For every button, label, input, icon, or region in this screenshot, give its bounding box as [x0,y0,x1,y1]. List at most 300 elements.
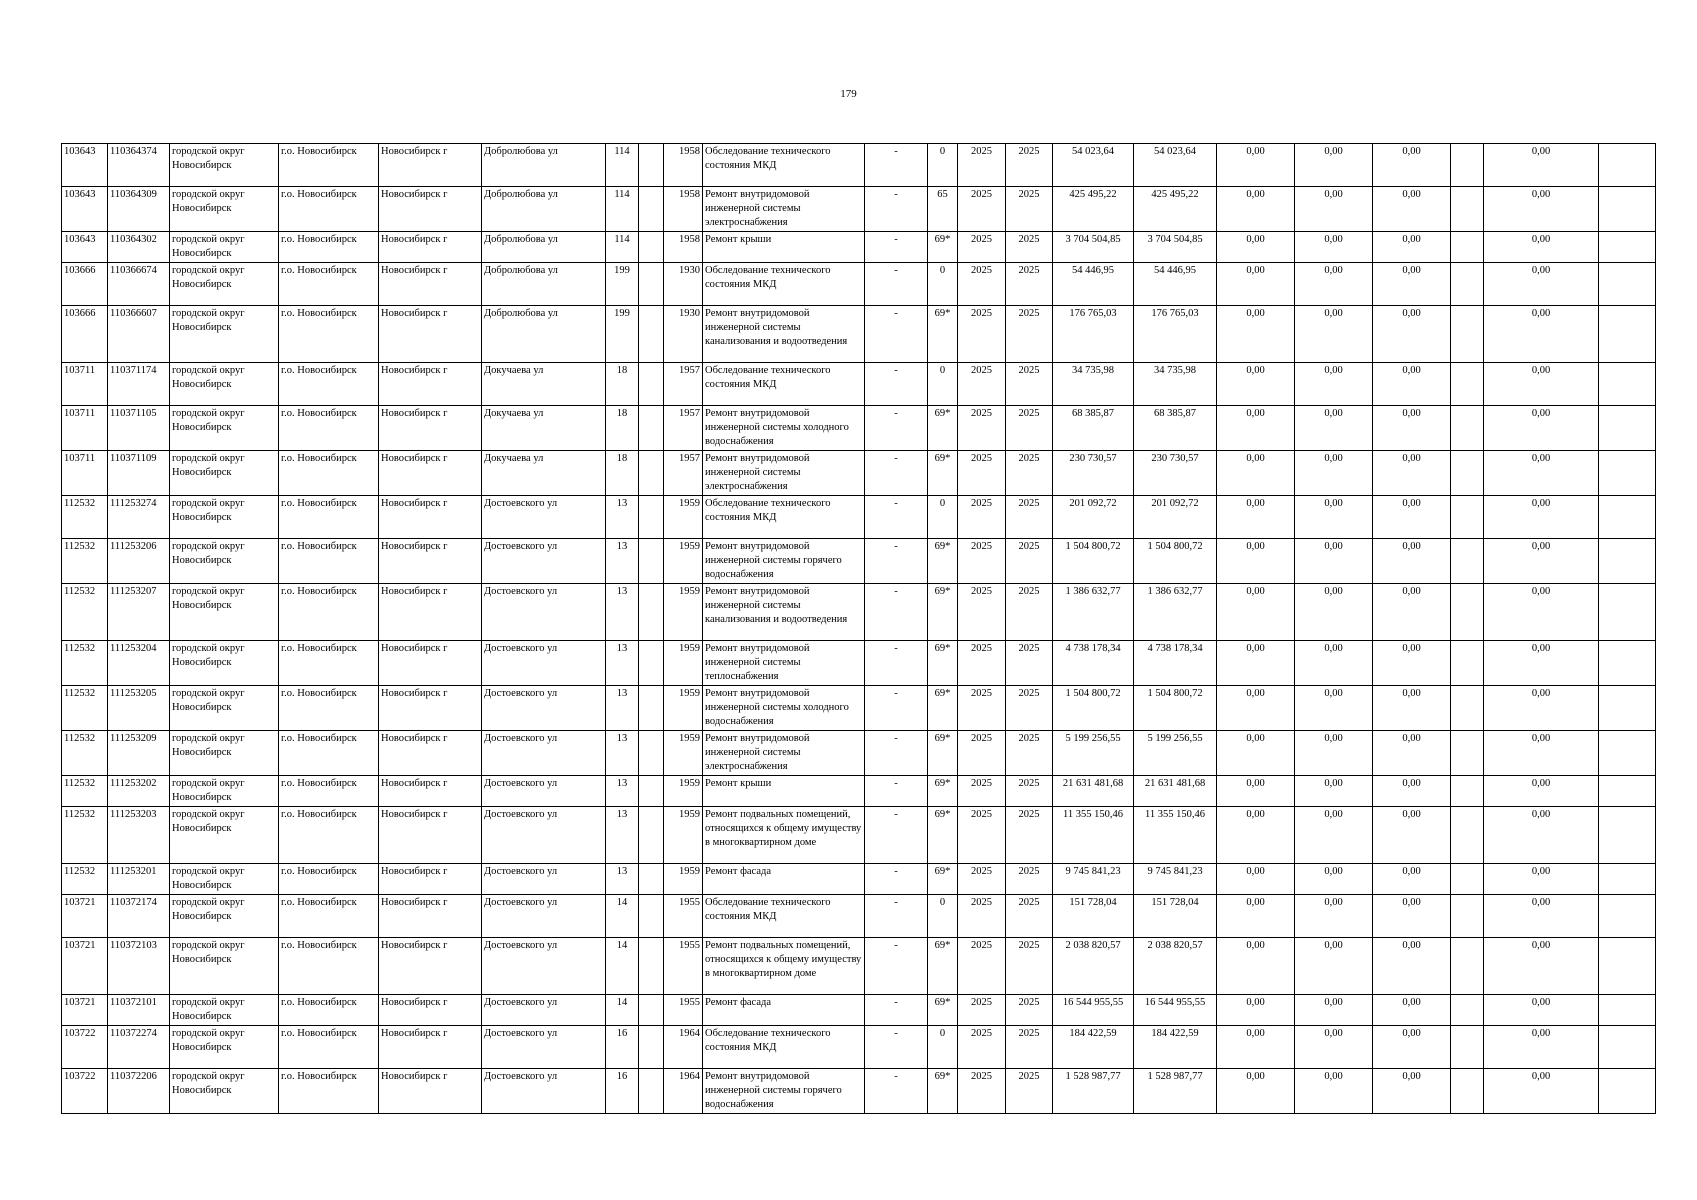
building-cell [639,496,664,539]
build-year-cell: 1955 [664,895,703,938]
fund-cost-cell: 1 386 632,77 [1134,584,1217,641]
empty-cell [1451,187,1484,232]
fund-cost-cell: 5 199 256,55 [1134,731,1217,776]
empty-cell [1451,864,1484,895]
build-year-cell: 1959 [664,731,703,776]
work-id-cell: 111253207 [108,584,170,641]
record-id-cell: 103721 [62,938,108,995]
record-id-cell: 103721 [62,995,108,1026]
city-cell: Новосибирск г [379,1069,482,1114]
work-type-cell: Ремонт внутридомовой инженерной системы горячего водоснабжения [703,1069,865,1114]
dash-cell: - [865,807,928,864]
district-cell: г.о. Новосибирск [279,995,379,1026]
build-year-cell: 1959 [664,776,703,807]
house-number-cell: 13 [606,584,639,641]
city-cell: Новосибирск г [379,864,482,895]
table-row [62,496,1656,539]
table-row [62,539,1656,584]
budget-cell-2: 0,00 [1295,539,1373,584]
other-cell: 0,00 [1484,864,1599,895]
building-cell [639,1026,664,1069]
end-year-cell: 2025 [1006,641,1053,686]
end-year-cell: 2025 [1006,232,1053,263]
empty-cell [1451,232,1484,263]
extra-cell [1599,807,1656,864]
city-cell: Новосибирск г [379,539,482,584]
budget-cell-1: 0,00 [1217,731,1295,776]
street-cell: Добролюбова ул [482,144,606,187]
record-id-cell: 103643 [62,187,108,232]
budget-cell-2: 0,00 [1295,686,1373,731]
house-number-cell: 14 [606,895,639,938]
fund-cost-cell: 176 765,03 [1134,306,1217,363]
total-cost-cell: 54 023,64 [1053,144,1134,187]
municipality-cell: городской округ Новосибирск [170,1026,279,1069]
work-type-cell: Ремонт внутридомовой инженерной системы теплоснабжения [703,641,865,686]
record-id-cell: 103722 [62,1069,108,1114]
table-row [62,584,1656,641]
budget-cell-1: 0,00 [1217,584,1295,641]
street-cell: Достоевского ул [482,938,606,995]
city-cell: Новосибирск г [379,187,482,232]
municipality-cell: городской округ Новосибирск [170,731,279,776]
work-id-cell: 110364302 [108,232,170,263]
extra-cell [1599,584,1656,641]
budget-cell-2: 0,00 [1295,232,1373,263]
build-year-cell: 1930 [664,306,703,363]
work-type-cell: Обследование технического состояния МКД [703,144,865,187]
work-type-cell: Обследование технического состояния МКД [703,496,865,539]
wear-cell: 69* [928,1069,958,1114]
wear-cell: 69* [928,938,958,995]
work-type-cell: Обследование технического состояния МКД [703,895,865,938]
total-cost-cell: 230 730,57 [1053,451,1134,496]
budget-cell-1: 0,00 [1217,807,1295,864]
record-id-cell: 103666 [62,263,108,306]
start-year-cell: 2025 [958,895,1006,938]
end-year-cell: 2025 [1006,187,1053,232]
total-cost-cell: 184 422,59 [1053,1026,1134,1069]
dash-cell: - [865,641,928,686]
empty-cell [1451,731,1484,776]
municipality-cell: городской округ Новосибирск [170,584,279,641]
end-year-cell: 2025 [1006,995,1053,1026]
work-id-cell: 110371109 [108,451,170,496]
build-year-cell: 1959 [664,641,703,686]
total-cost-cell: 4 738 178,34 [1053,641,1134,686]
work-type-cell: Ремонт крыши [703,776,865,807]
district-cell: г.о. Новосибирск [279,451,379,496]
end-year-cell: 2025 [1006,938,1053,995]
street-cell: Достоевского ул [482,864,606,895]
total-cost-cell: 68 385,87 [1053,406,1134,451]
city-cell: Новосибирск г [379,776,482,807]
extra-cell [1599,1069,1656,1114]
municipality-cell: городской округ Новосибирск [170,641,279,686]
municipality-cell: городской округ Новосибирск [170,1069,279,1114]
extra-cell [1599,731,1656,776]
dash-cell: - [865,451,928,496]
record-id-cell: 103722 [62,1026,108,1069]
other-cell: 0,00 [1484,306,1599,363]
other-cell: 0,00 [1484,731,1599,776]
municipality-cell: городской округ Новосибирск [170,187,279,232]
empty-cell [1451,496,1484,539]
street-cell: Добролюбова ул [482,232,606,263]
budget-cell-1: 0,00 [1217,539,1295,584]
city-cell: Новосибирск г [379,232,482,263]
wear-cell: 69* [928,406,958,451]
record-id-cell: 112532 [62,496,108,539]
extra-cell [1599,776,1656,807]
city-cell: Новосибирск г [379,144,482,187]
build-year-cell: 1959 [664,539,703,584]
budget-cell-3: 0,00 [1373,406,1451,451]
other-cell: 0,00 [1484,187,1599,232]
budget-cell-3: 0,00 [1373,1069,1451,1114]
end-year-cell: 2025 [1006,864,1053,895]
house-number-cell: 114 [606,232,639,263]
table-row [62,406,1656,451]
building-cell [639,686,664,731]
street-cell: Докучаева ул [482,451,606,496]
dash-cell: - [865,406,928,451]
district-cell: г.о. Новосибирск [279,641,379,686]
work-id-cell: 110366674 [108,263,170,306]
empty-cell [1451,306,1484,363]
city-cell: Новосибирск г [379,263,482,306]
building-cell [639,864,664,895]
work-id-cell: 111253202 [108,776,170,807]
municipality-cell: городской округ Новосибирск [170,144,279,187]
total-cost-cell: 151 728,04 [1053,895,1134,938]
fund-cost-cell: 16 544 955,55 [1134,995,1217,1026]
work-type-cell: Ремонт внутридомовой инженерной системы электроснабжения [703,731,865,776]
other-cell: 0,00 [1484,451,1599,496]
house-number-cell: 199 [606,263,639,306]
budget-cell-2: 0,00 [1295,187,1373,232]
extra-cell [1599,406,1656,451]
end-year-cell: 2025 [1006,144,1053,187]
dash-cell: - [865,1026,928,1069]
dash-cell: - [865,232,928,263]
fund-cost-cell: 1 504 800,72 [1134,539,1217,584]
house-number-cell: 14 [606,938,639,995]
budget-cell-3: 0,00 [1373,641,1451,686]
street-cell: Достоевского ул [482,641,606,686]
start-year-cell: 2025 [958,1069,1006,1114]
start-year-cell: 2025 [958,864,1006,895]
extra-cell [1599,995,1656,1026]
district-cell: г.о. Новосибирск [279,1026,379,1069]
other-cell: 0,00 [1484,641,1599,686]
street-cell: Докучаева ул [482,363,606,406]
fund-cost-cell: 54 023,64 [1134,144,1217,187]
start-year-cell: 2025 [958,938,1006,995]
house-number-cell: 13 [606,776,639,807]
budget-cell-1: 0,00 [1217,864,1295,895]
house-number-cell: 14 [606,995,639,1026]
table-row [62,938,1656,995]
work-id-cell: 110372206 [108,1069,170,1114]
record-id-cell: 112532 [62,641,108,686]
extra-cell [1599,306,1656,363]
building-cell [639,731,664,776]
extra-cell [1599,187,1656,232]
street-cell: Достоевского ул [482,1026,606,1069]
total-cost-cell: 21 631 481,68 [1053,776,1134,807]
budget-cell-1: 0,00 [1217,895,1295,938]
end-year-cell: 2025 [1006,1069,1053,1114]
empty-cell [1451,686,1484,731]
budget-cell-1: 0,00 [1217,776,1295,807]
build-year-cell: 1955 [664,938,703,995]
municipality-cell: городской округ Новосибирск [170,232,279,263]
street-cell: Достоевского ул [482,776,606,807]
end-year-cell: 2025 [1006,451,1053,496]
empty-cell [1451,1069,1484,1114]
street-cell: Достоевского ул [482,731,606,776]
wear-cell: 69* [928,995,958,1026]
wear-cell: 0 [928,263,958,306]
build-year-cell: 1959 [664,864,703,895]
start-year-cell: 2025 [958,451,1006,496]
start-year-cell: 2025 [958,995,1006,1026]
house-number-cell: 114 [606,187,639,232]
table-row [62,641,1656,686]
end-year-cell: 2025 [1006,496,1053,539]
work-id-cell: 110372101 [108,995,170,1026]
end-year-cell: 2025 [1006,584,1053,641]
budget-cell-2: 0,00 [1295,641,1373,686]
work-type-cell: Ремонт внутридомовой инженерной системы холодного водоснабжения [703,406,865,451]
table-row [62,263,1656,306]
start-year-cell: 2025 [958,232,1006,263]
budget-cell-3: 0,00 [1373,306,1451,363]
city-cell: Новосибирск г [379,584,482,641]
budget-cell-1: 0,00 [1217,187,1295,232]
other-cell: 0,00 [1484,1026,1599,1069]
wear-cell: 65 [928,187,958,232]
table-row [62,731,1656,776]
start-year-cell: 2025 [958,731,1006,776]
extra-cell [1599,263,1656,306]
fund-cost-cell: 1 528 987,77 [1134,1069,1217,1114]
municipality-cell: городской округ Новосибирск [170,938,279,995]
start-year-cell: 2025 [958,406,1006,451]
budget-cell-2: 0,00 [1295,864,1373,895]
work-type-cell: Ремонт внутридомовой инженерной системы холодного водоснабжения [703,686,865,731]
work-id-cell: 111253203 [108,807,170,864]
budget-cell-3: 0,00 [1373,584,1451,641]
budget-cell-3: 0,00 [1373,539,1451,584]
build-year-cell: 1958 [664,232,703,263]
start-year-cell: 2025 [958,584,1006,641]
extra-cell [1599,363,1656,406]
build-year-cell: 1964 [664,1069,703,1114]
end-year-cell: 2025 [1006,895,1053,938]
work-type-cell: Ремонт фасада [703,864,865,895]
street-cell: Добролюбова ул [482,187,606,232]
budget-cell-2: 0,00 [1295,895,1373,938]
district-cell: г.о. Новосибирск [279,539,379,584]
wear-cell: 69* [928,731,958,776]
city-cell: Новосибирск г [379,306,482,363]
build-year-cell: 1959 [664,807,703,864]
budget-cell-3: 0,00 [1373,776,1451,807]
build-year-cell: 1964 [664,1026,703,1069]
house-number-cell: 13 [606,496,639,539]
table-body [62,144,1656,1114]
budget-cell-1: 0,00 [1217,451,1295,496]
street-cell: Докучаева ул [482,406,606,451]
table-row [62,807,1656,864]
end-year-cell: 2025 [1006,263,1053,306]
city-cell: Новосибирск г [379,406,482,451]
wear-cell: 69* [928,584,958,641]
budget-cell-2: 0,00 [1295,406,1373,451]
dash-cell: - [865,731,928,776]
end-year-cell: 2025 [1006,807,1053,864]
start-year-cell: 2025 [958,539,1006,584]
dash-cell: - [865,584,928,641]
other-cell: 0,00 [1484,938,1599,995]
start-year-cell: 2025 [958,306,1006,363]
fund-cost-cell: 11 355 150,46 [1134,807,1217,864]
street-cell: Достоевского ул [482,584,606,641]
work-type-cell: Ремонт крыши [703,232,865,263]
city-cell: Новосибирск г [379,641,482,686]
street-cell: Достоевского ул [482,686,606,731]
city-cell: Новосибирск г [379,995,482,1026]
fund-cost-cell: 2 038 820,57 [1134,938,1217,995]
house-number-cell: 13 [606,807,639,864]
work-type-cell: Ремонт фасада [703,995,865,1026]
budget-cell-3: 0,00 [1373,232,1451,263]
extra-cell [1599,938,1656,995]
start-year-cell: 2025 [958,187,1006,232]
work-id-cell: 110364374 [108,144,170,187]
house-number-cell: 114 [606,144,639,187]
start-year-cell: 2025 [958,496,1006,539]
fund-cost-cell: 3 704 504,85 [1134,232,1217,263]
building-cell [639,807,664,864]
empty-cell [1451,995,1484,1026]
dash-cell: - [865,995,928,1026]
work-id-cell: 111253209 [108,731,170,776]
record-id-cell: 103643 [62,144,108,187]
total-cost-cell: 1 528 987,77 [1053,1069,1134,1114]
empty-cell [1451,363,1484,406]
street-cell: Достоевского ул [482,496,606,539]
work-type-cell: Ремонт внутридомовой инженерной системы канализования и водоотведения [703,306,865,363]
budget-cell-2: 0,00 [1295,496,1373,539]
record-id-cell: 103643 [62,232,108,263]
record-id-cell: 112532 [62,807,108,864]
record-id-cell: 112532 [62,539,108,584]
record-id-cell: 103721 [62,895,108,938]
work-type-cell: Ремонт внутридомовой инженерной системы канализования и водоотведения [703,584,865,641]
district-cell: г.о. Новосибирск [279,496,379,539]
other-cell: 0,00 [1484,686,1599,731]
fund-cost-cell: 54 446,95 [1134,263,1217,306]
dash-cell: - [865,496,928,539]
fund-cost-cell: 184 422,59 [1134,1026,1217,1069]
city-cell: Новосибирск г [379,363,482,406]
table-row [62,995,1656,1026]
extra-cell [1599,232,1656,263]
table-row [62,232,1656,263]
building-cell [639,895,664,938]
budget-cell-2: 0,00 [1295,776,1373,807]
budget-cell-3: 0,00 [1373,995,1451,1026]
fund-cost-cell: 9 745 841,23 [1134,864,1217,895]
house-number-cell: 18 [606,451,639,496]
budget-cell-3: 0,00 [1373,686,1451,731]
budget-cell-3: 0,00 [1373,895,1451,938]
record-id-cell: 112532 [62,584,108,641]
fund-cost-cell: 68 385,87 [1134,406,1217,451]
wear-cell: 69* [928,864,958,895]
municipality-cell: городской округ Новосибирск [170,363,279,406]
build-year-cell: 1930 [664,263,703,306]
house-number-cell: 13 [606,864,639,895]
work-type-cell: Ремонт внутридомовой инженерной системы горячего водоснабжения [703,539,865,584]
building-cell [639,584,664,641]
building-cell [639,232,664,263]
budget-cell-2: 0,00 [1295,995,1373,1026]
city-cell: Новосибирск г [379,1026,482,1069]
end-year-cell: 2025 [1006,363,1053,406]
budget-cell-3: 0,00 [1373,496,1451,539]
start-year-cell: 2025 [958,1026,1006,1069]
municipality-cell: городской округ Новосибирск [170,263,279,306]
district-cell: г.о. Новосибирск [279,363,379,406]
building-cell [639,1069,664,1114]
work-type-cell: Обследование технического состояния МКД [703,263,865,306]
record-id-cell: 112532 [62,731,108,776]
page-number: 179 [840,88,857,100]
budget-cell-1: 0,00 [1217,938,1295,995]
extra-cell [1599,1026,1656,1069]
dash-cell: - [865,938,928,995]
other-cell: 0,00 [1484,363,1599,406]
house-number-cell: 16 [606,1026,639,1069]
work-id-cell: 111253205 [108,686,170,731]
building-cell [639,306,664,363]
empty-cell [1451,641,1484,686]
house-number-cell: 18 [606,363,639,406]
table-row [62,451,1656,496]
empty-cell [1451,584,1484,641]
district-cell: г.о. Новосибирск [279,187,379,232]
wear-cell: 69* [928,807,958,864]
work-type-cell: Ремонт подвальных помещений, относящихся к общему имуществу в многоквартирном доме [703,938,865,995]
total-cost-cell: 54 446,95 [1053,263,1134,306]
extra-cell [1599,539,1656,584]
total-cost-cell: 1 504 800,72 [1053,686,1134,731]
house-number-cell: 16 [606,1069,639,1114]
budget-cell-3: 0,00 [1373,451,1451,496]
budget-cell-1: 0,00 [1217,995,1295,1026]
start-year-cell: 2025 [958,263,1006,306]
table-row [62,686,1656,731]
empty-cell [1451,144,1484,187]
dash-cell: - [865,776,928,807]
budget-cell-1: 0,00 [1217,1069,1295,1114]
budget-cell-3: 0,00 [1373,187,1451,232]
building-cell [639,641,664,686]
